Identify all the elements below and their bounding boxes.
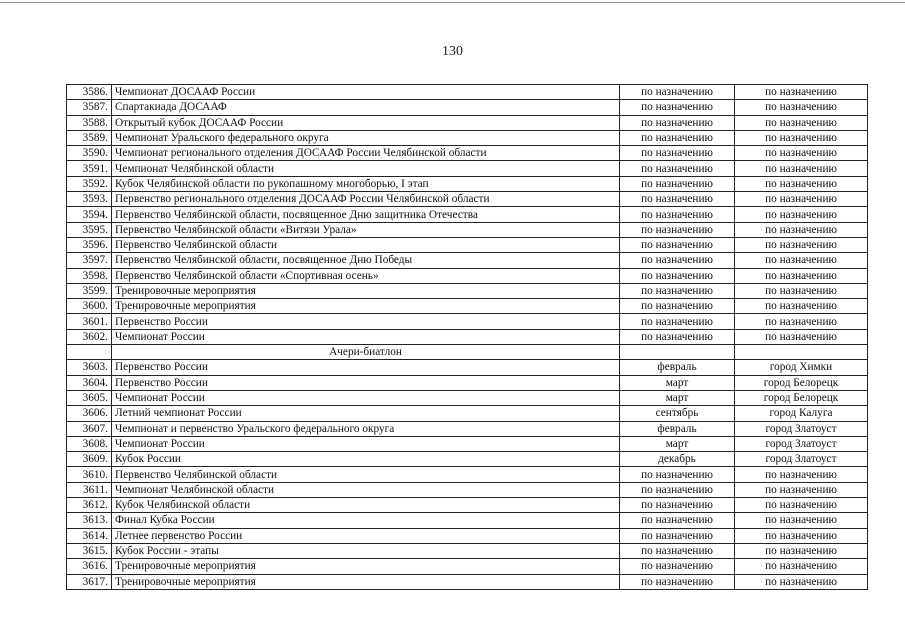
row-number-cell: 3589.	[67, 130, 112, 145]
event-date-cell: февраль	[620, 360, 735, 375]
table-row	[67, 482, 868, 497]
row-number-cell: 3612.	[67, 498, 112, 513]
event-place-cell: по назначению	[735, 528, 868, 543]
event-place-cell: по назначению	[735, 314, 868, 329]
row-number-cell: 3607.	[67, 421, 112, 436]
event-date-cell: по назначению	[620, 161, 735, 176]
event-name-cell: Чемпионат Челябинской области	[112, 161, 620, 176]
event-name-cell: Кубок России - этапы	[112, 543, 620, 558]
event-date-cell: март	[620, 390, 735, 405]
table-row	[67, 207, 868, 222]
event-name-cell: Первенство России	[112, 314, 620, 329]
event-date-cell: по назначению	[620, 498, 735, 513]
event-date-cell: по назначению	[620, 192, 735, 207]
row-number-cell: 3614.	[67, 528, 112, 543]
table-row	[67, 329, 868, 344]
event-name-cell: Летний чемпионат России	[112, 406, 620, 421]
event-place-cell: город Белорецк	[735, 390, 868, 405]
event-date-cell: декабрь	[620, 452, 735, 467]
table-row	[67, 390, 868, 405]
event-name-cell: Первенство Челябинской области, посвященное Дню защитника Отечества	[112, 207, 620, 222]
table-row	[67, 528, 868, 543]
event-date-cell: март	[620, 375, 735, 390]
event-name-cell: Тренировочные мероприятия	[112, 574, 620, 589]
table-row	[67, 192, 868, 207]
event-name-cell: Первенство Челябинской области «Витязи Урала»	[112, 222, 620, 237]
row-number-cell: 3596.	[67, 237, 112, 252]
event-name-cell: Тренировочные мероприятия	[112, 559, 620, 574]
event-date-cell: март	[620, 436, 735, 451]
event-date-cell: по назначению	[620, 100, 735, 115]
table-row	[67, 314, 868, 329]
event-name-cell: Тренировочные мероприятия	[112, 299, 620, 314]
event-place-cell: город Златоуст	[735, 436, 868, 451]
row-number-cell: 3613.	[67, 513, 112, 528]
table-row	[67, 574, 868, 589]
row-number-cell: 3615.	[67, 543, 112, 558]
row-number-cell: 3592.	[67, 176, 112, 191]
row-number-cell: 3588.	[67, 115, 112, 130]
table-row	[67, 268, 868, 283]
event-date-cell: по назначению	[620, 176, 735, 191]
row-number-cell: 3610.	[67, 467, 112, 482]
event-place-cell: по назначению	[735, 329, 868, 344]
event-place-cell: по назначению	[735, 222, 868, 237]
event-date-cell: по назначению	[620, 237, 735, 252]
row-number-cell: 3606.	[67, 406, 112, 421]
event-place-cell: город Златоуст	[735, 452, 868, 467]
event-name-cell: Открытый кубок ДОСААФ России	[112, 115, 620, 130]
row-number-cell: 3595.	[67, 222, 112, 237]
event-place-cell: город Белорецк	[735, 375, 868, 390]
event-date-cell: по назначению	[620, 513, 735, 528]
row-number-cell: 3605.	[67, 390, 112, 405]
event-date-cell: по назначению	[620, 329, 735, 344]
event-place-cell: по назначению	[735, 176, 868, 191]
table-row	[67, 406, 868, 421]
event-date-cell: по назначению	[620, 314, 735, 329]
events-table-body	[67, 85, 868, 590]
row-number-cell: 3602.	[67, 329, 112, 344]
row-number-cell	[67, 345, 112, 360]
event-place-cell: по назначению	[735, 543, 868, 558]
event-place-cell: по назначению	[735, 299, 868, 314]
event-date-cell: по назначению	[620, 115, 735, 130]
event-name-cell: Ачери-биатлон	[112, 345, 620, 360]
event-place-cell: по назначению	[735, 268, 868, 283]
table-row	[67, 559, 868, 574]
event-date-cell: по назначению	[620, 467, 735, 482]
event-name-cell: Чемпионат регионального отделения ДОСААФ России Челябинской области	[112, 146, 620, 161]
event-place-cell: по назначению	[735, 130, 868, 145]
event-name-cell: Чемпионат России	[112, 436, 620, 451]
event-date-cell: по назначению	[620, 222, 735, 237]
event-place-cell: по назначению	[735, 146, 868, 161]
event-place-cell: по назначению	[735, 574, 868, 589]
event-place-cell: по назначению	[735, 559, 868, 574]
row-number-cell: 3587.	[67, 100, 112, 115]
event-name-cell: Первенство России	[112, 375, 620, 390]
row-number-cell: 3593.	[67, 192, 112, 207]
row-number-cell: 3611.	[67, 482, 112, 497]
table-row	[67, 436, 868, 451]
event-name-cell: Чемпионат Челябинской области	[112, 482, 620, 497]
event-name-cell: Первенство Челябинской области	[112, 237, 620, 252]
table-row	[67, 146, 868, 161]
event-name-cell: Чемпионат России	[112, 329, 620, 344]
table-row	[67, 115, 868, 130]
event-place-cell: по назначению	[735, 498, 868, 513]
table-row	[67, 130, 868, 145]
row-number-cell: 3603.	[67, 360, 112, 375]
table-row	[67, 543, 868, 558]
table-row	[67, 176, 868, 191]
top-rule	[0, 2, 905, 3]
event-date-cell: по назначению	[620, 85, 735, 100]
table-row	[67, 452, 868, 467]
row-number-cell: 3608.	[67, 436, 112, 451]
event-place-cell: по назначению	[735, 482, 868, 497]
event-date-cell: по назначению	[620, 207, 735, 222]
event-name-cell: Первенство Челябинской области, посвященное Дню Победы	[112, 253, 620, 268]
event-date-cell: сентябрь	[620, 406, 735, 421]
event-place-cell: по назначению	[735, 207, 868, 222]
event-date-cell: по назначению	[620, 130, 735, 145]
event-name-cell: Чемпионат Уральского федерального округа	[112, 130, 620, 145]
event-place-cell: по назначению	[735, 283, 868, 298]
table-row	[67, 253, 868, 268]
event-date-cell: по назначению	[620, 528, 735, 543]
table-row	[67, 283, 868, 298]
event-date-cell: по назначению	[620, 146, 735, 161]
event-date-cell: по назначению	[620, 482, 735, 497]
event-place-cell: по назначению	[735, 161, 868, 176]
row-number-cell: 3617.	[67, 574, 112, 589]
row-number-cell: 3597.	[67, 253, 112, 268]
event-date-cell	[620, 345, 735, 360]
event-place-cell: по назначению	[735, 115, 868, 130]
event-date-cell: по назначению	[620, 253, 735, 268]
event-date-cell: по назначению	[620, 283, 735, 298]
event-place-cell: по назначению	[735, 253, 868, 268]
row-number-cell: 3616.	[67, 559, 112, 574]
event-name-cell: Кубок Челябинской области по рукопашному многоборью, I этап	[112, 176, 620, 191]
event-place-cell: город Златоуст	[735, 421, 868, 436]
event-name-cell: Летнее первенство России	[112, 528, 620, 543]
table-row	[67, 421, 868, 436]
event-date-cell: по назначению	[620, 299, 735, 314]
event-place-cell: город Химки	[735, 360, 868, 375]
event-place-cell: по назначению	[735, 237, 868, 252]
table-row	[67, 360, 868, 375]
event-place-cell: по назначению	[735, 192, 868, 207]
row-number-cell: 3599.	[67, 283, 112, 298]
row-number-cell: 3586.	[67, 85, 112, 100]
event-place-cell: по назначению	[735, 513, 868, 528]
event-date-cell: по назначению	[620, 268, 735, 283]
event-date-cell: по назначению	[620, 559, 735, 574]
row-number-cell: 3600.	[67, 299, 112, 314]
event-date-cell: по назначению	[620, 574, 735, 589]
event-place-cell	[735, 345, 868, 360]
event-name-cell: Спартакиада ДОСААФ	[112, 100, 620, 115]
section-header-row	[67, 345, 868, 360]
event-name-cell: Тренировочные мероприятия	[112, 283, 620, 298]
event-name-cell: Кубок Челябинской области	[112, 498, 620, 513]
event-name-cell: Финал Кубка России	[112, 513, 620, 528]
row-number-cell: 3601.	[67, 314, 112, 329]
event-place-cell: город Калуга	[735, 406, 868, 421]
row-number-cell: 3594.	[67, 207, 112, 222]
event-name-cell: Первенство Челябинской области	[112, 467, 620, 482]
event-place-cell: по назначению	[735, 100, 868, 115]
page-number: 130	[442, 44, 463, 59]
event-name-cell: Первенство России	[112, 360, 620, 375]
event-date-cell: по назначению	[620, 543, 735, 558]
event-name-cell: Чемпионат ДОСААФ России	[112, 85, 620, 100]
row-number-cell: 3609.	[67, 452, 112, 467]
table-row	[67, 100, 868, 115]
event-name-cell: Кубок России	[112, 452, 620, 467]
events-table	[66, 84, 868, 590]
table-row	[67, 299, 868, 314]
table-row	[67, 161, 868, 176]
row-number-cell: 3591.	[67, 161, 112, 176]
event-name-cell: Чемпионат России	[112, 390, 620, 405]
event-name-cell: Первенство Челябинской области «Спортивная осень»	[112, 268, 620, 283]
event-name-cell: Первенство регионального отделения ДОСААФ России Челябинской области	[112, 192, 620, 207]
table-row	[67, 85, 868, 100]
event-date-cell: февраль	[620, 421, 735, 436]
event-place-cell: по назначению	[735, 467, 868, 482]
table-row	[67, 222, 868, 237]
table-row	[67, 467, 868, 482]
table-row	[67, 375, 868, 390]
row-number-cell: 3598.	[67, 268, 112, 283]
table-row	[67, 498, 868, 513]
event-name-cell: Чемпионат и первенство Уральского федерального округа	[112, 421, 620, 436]
table-row	[67, 513, 868, 528]
row-number-cell: 3590.	[67, 146, 112, 161]
table-row	[67, 237, 868, 252]
event-place-cell: по назначению	[735, 85, 868, 100]
row-number-cell: 3604.	[67, 375, 112, 390]
